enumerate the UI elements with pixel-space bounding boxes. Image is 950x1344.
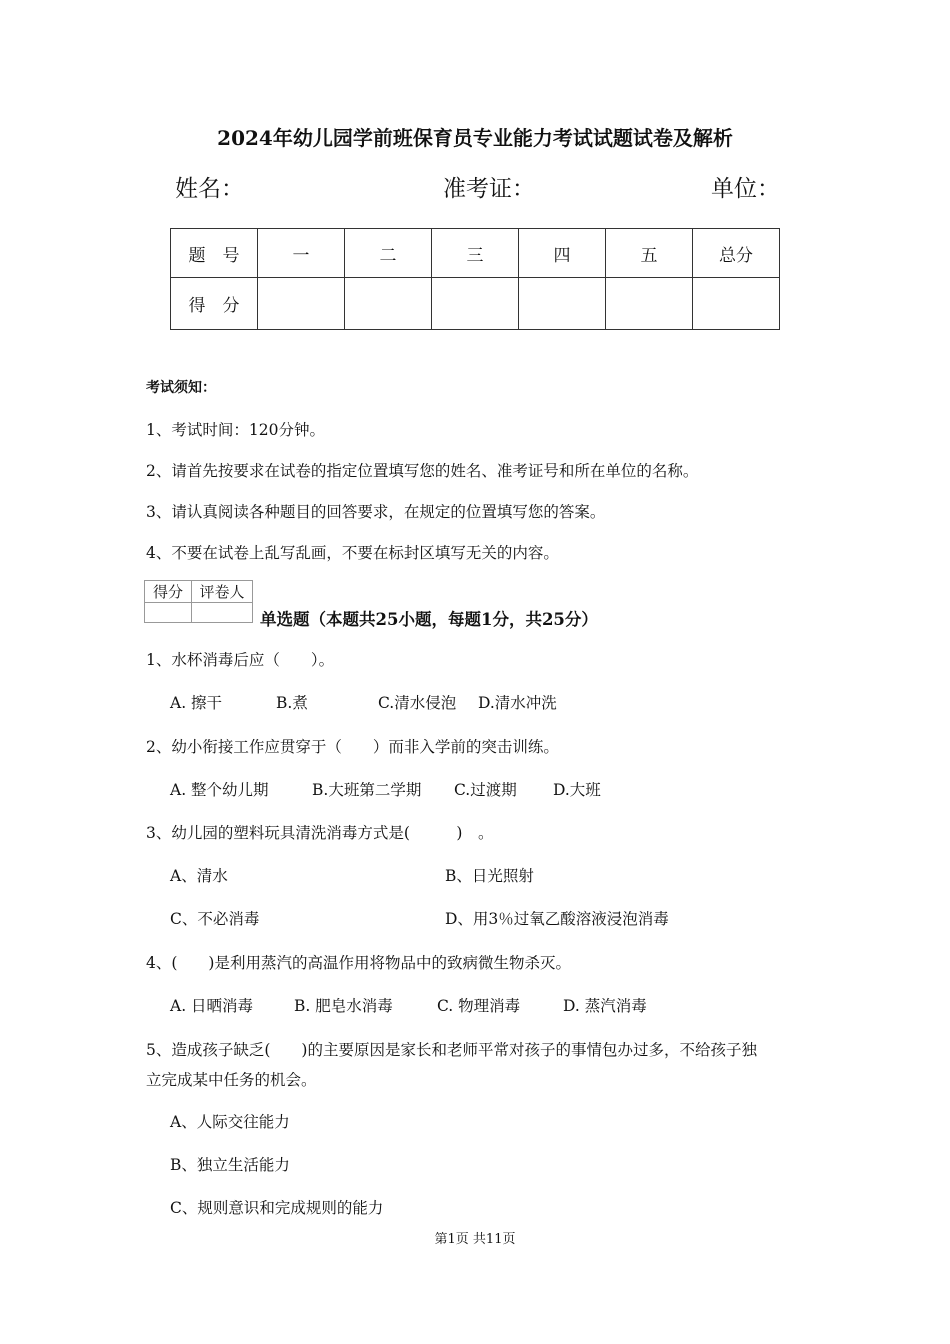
notice-item: 1、考试时间：120分钟。 xyxy=(146,421,325,439)
page-footer: 第1页 共11页 xyxy=(434,1232,516,1247)
grader-name-cell[interactable] xyxy=(192,603,253,623)
name-field-label: 姓名： xyxy=(175,176,244,202)
question-stem: 5、造成孩子缺乏( )的主要原因是家长和老师平常对孩子的事情包办过多，不给孩子独 xyxy=(146,1041,757,1059)
option-b: B. 肥皂水消毒 xyxy=(294,997,393,1015)
option-b: B.煮 xyxy=(276,694,308,712)
score-input-cell[interactable] xyxy=(258,278,345,330)
score-table-cell: 题 号 xyxy=(171,229,258,278)
question-stem: 2、幼小衔接工作应贯穿于（ ）而非入学前的突击训练。 xyxy=(146,738,559,756)
score-input-cell[interactable] xyxy=(345,278,432,330)
score-table-cell: 一 xyxy=(258,229,345,278)
score-table-cell: 得 分 xyxy=(171,278,258,330)
option-b: B、独立生活能力 xyxy=(170,1156,290,1174)
question-stem: 1、水杯消毒后应（ ）。 xyxy=(146,651,335,669)
option-d: D.清水冲洗 xyxy=(478,694,557,712)
grader-score-label: 得分 xyxy=(145,581,192,603)
option-c: C.清水侵泡 xyxy=(378,694,457,712)
option-d: D、用3％过氧乙酸溶液浸泡消毒 xyxy=(445,910,669,928)
option-a: A、人际交往能力 xyxy=(170,1113,290,1131)
section-title: 单选题（本题共25小题，每题1分，共25分） xyxy=(260,610,598,629)
score-table xyxy=(170,228,780,330)
question-stem-continued: 立完成某中任务的机会。 xyxy=(146,1071,317,1089)
notice-item: 4、不要在试卷上乱写乱画，不要在标封区填写无关的内容。 xyxy=(146,544,559,562)
option-c: C. 物理消毒 xyxy=(437,997,521,1015)
score-input-cell[interactable] xyxy=(693,278,780,330)
question-stem: 3、幼儿园的塑料玩具清洗消毒方式是( ) 。 xyxy=(146,824,494,842)
unit-field-label: 单位： xyxy=(711,176,780,202)
option-d: D.大班 xyxy=(553,781,601,799)
grader-score-cell[interactable] xyxy=(145,603,192,623)
score-input-cell[interactable] xyxy=(606,278,693,330)
score-input-cell[interactable] xyxy=(519,278,606,330)
option-c: C、不必消毒 xyxy=(170,910,260,928)
document-title: 2024年幼儿园学前班保育员专业能力考试试题试卷及解析 xyxy=(217,126,733,150)
score-table-score-row xyxy=(171,278,780,330)
option-a: A、清水 xyxy=(170,867,228,885)
option-c: C.过渡期 xyxy=(454,781,517,799)
score-table-cell: 总分 xyxy=(693,229,780,278)
score-table-cell: 二 xyxy=(345,229,432,278)
question-stem: 4、( )是利用蒸汽的高温作用将物品中的致病微生物杀灭。 xyxy=(146,954,571,972)
notice-item: 3、请认真阅读各种题目的回答要求，在规定的位置填写您的答案。 xyxy=(146,503,606,521)
grader-box xyxy=(144,580,253,623)
score-table-cell: 三 xyxy=(432,229,519,278)
option-a: A. 擦干 xyxy=(170,694,223,712)
notice-item: 2、请首先按要求在试卷的指定位置填写您的姓名、准考证号和所在单位的名称。 xyxy=(146,462,699,480)
notice-heading: 考试须知： xyxy=(146,380,216,396)
option-b: B.大班第二学期 xyxy=(312,781,422,799)
exam-id-field-label: 准考证： xyxy=(443,176,535,202)
score-table-header-row xyxy=(171,229,780,278)
score-table-cell: 五 xyxy=(606,229,693,278)
option-a: A. 日晒消毒 xyxy=(170,997,254,1015)
option-a: A. 整个幼儿期 xyxy=(170,781,269,799)
grader-name-label: 评卷人 xyxy=(192,581,253,603)
score-table-cell: 四 xyxy=(519,229,606,278)
score-input-cell[interactable] xyxy=(432,278,519,330)
option-b: B、日光照射 xyxy=(445,867,534,885)
option-d: D. 蒸汽消毒 xyxy=(563,997,647,1015)
option-c: C、规则意识和完成规则的能力 xyxy=(170,1199,384,1217)
